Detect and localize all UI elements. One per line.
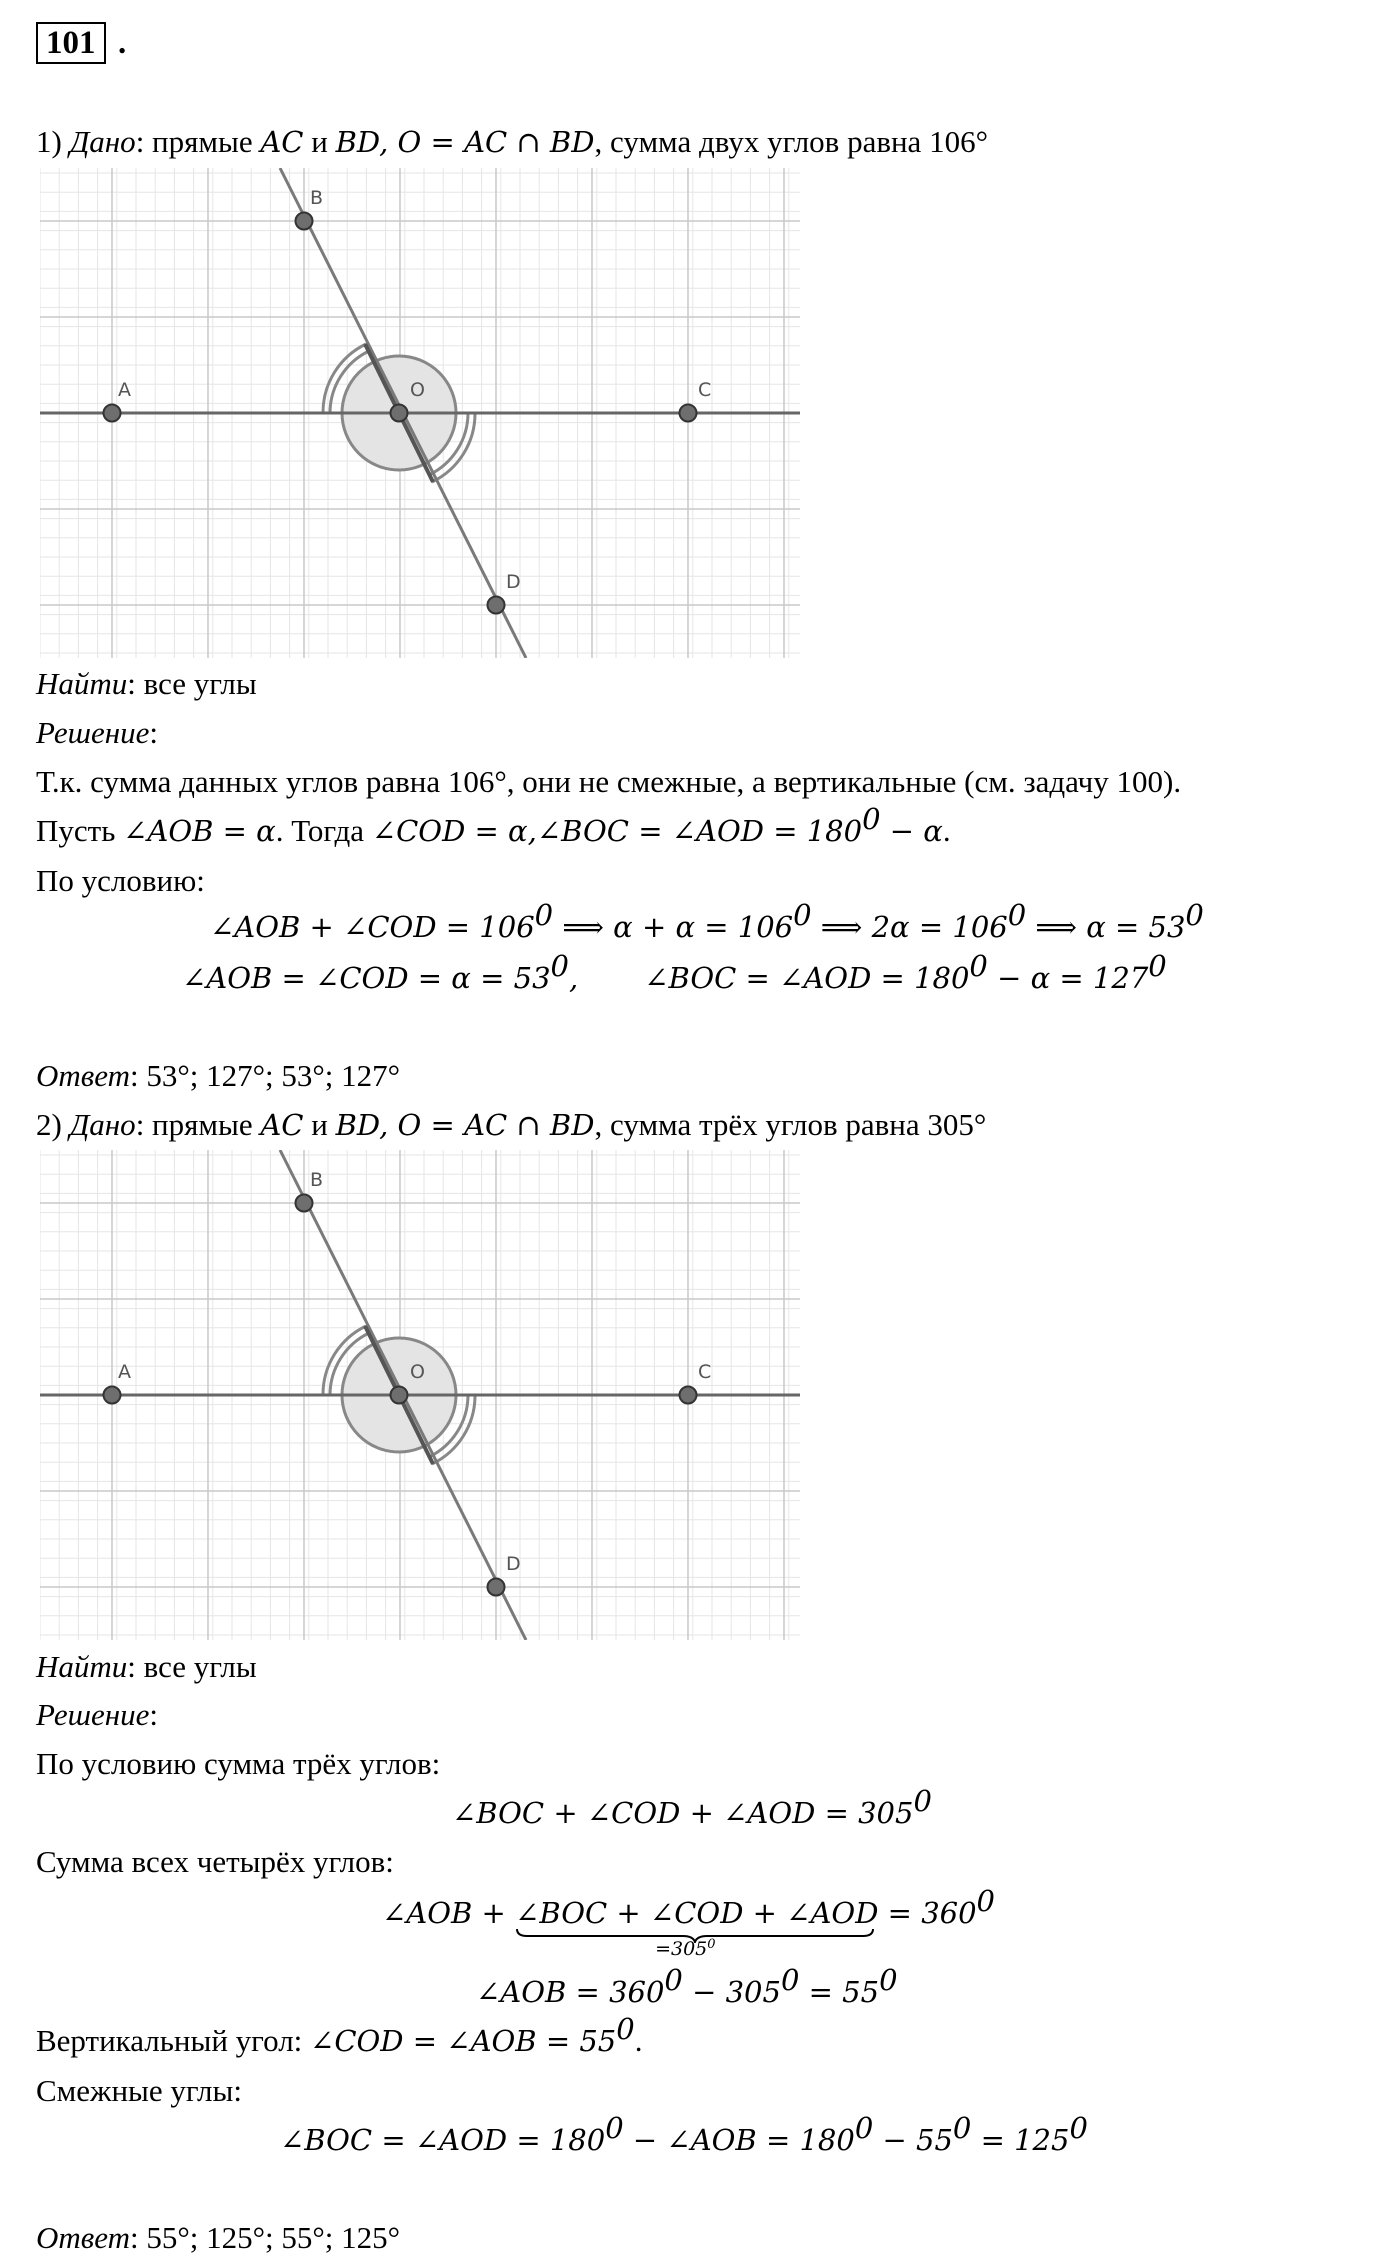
point-o: [391, 1387, 408, 1404]
underbrace-group: ∠BOC + ∠COD + ∠AOD $=305^0$: [515, 1896, 879, 1960]
point-c: [680, 405, 697, 422]
part2-equation1: ∠BOC + ∠COD + ∠AOD = $305^0$: [452, 1784, 932, 1830]
part2-equation2: ∠AOB + ∠BOC + ∠COD + ∠AOD $=305^0$ = $360^0$: [382, 1884, 995, 1960]
figure-1: [40, 168, 800, 658]
part2-sum-all: Сумма всех четырёх углов:: [36, 1844, 394, 1879]
point-c: [680, 1387, 697, 1404]
point-label-d: D: [506, 1553, 521, 1575]
point-label-o: O: [410, 1361, 425, 1383]
part1-equation1: ∠AOB + ∠COD = $106^0$ ⟹ $\alpha + \alpha = 106^0$ ⟹ $2\alpha = 106^0$ ⟹ $\alpha = 53^0$: [210, 898, 1204, 944]
point-a: [104, 405, 121, 422]
part2-find: Найти: все углы: [36, 1649, 257, 1684]
point-label-c: C: [698, 379, 712, 401]
point-o: [391, 405, 408, 422]
part2-given: 2) Дано: прямые AC и BD, O = AC ∩ BD, сумма трёх углов равна 305°: [36, 1107, 987, 1142]
point-label-a: A: [118, 379, 131, 401]
figure-2: [40, 1150, 800, 1640]
part1-given: 1) Дано: прямые AC и BD, O = AC ∩ BD, сумма двух углов равна 106°: [36, 124, 988, 159]
part2-equation4: ∠BOC = ∠AOD = $180^0$ − ∠AOB = $180^0 - 55^0 = 125^0$: [280, 2111, 1088, 2157]
point-label-c: C: [698, 1361, 712, 1383]
part1-find: Найти: все углы: [36, 666, 257, 701]
part1-solution-label: Решение:: [36, 715, 158, 750]
part1-let: Пусть ∠AOB = α. Тогда ∠COD = α,∠BOC = ∠AOD = $180^0 - \alpha$.: [36, 802, 951, 848]
point-d: [488, 597, 505, 614]
part2-adjacent: Смежные углы:: [36, 2073, 242, 2108]
point-b: [296, 1195, 313, 1212]
part2-condition: По условию сумма трёх углов:: [36, 1746, 441, 1781]
part1-answer: Ответ: 53°; 127°; 53°; 127°: [36, 1058, 401, 1093]
part2-answer: Ответ: 55°; 125°; 55°; 125°: [36, 2220, 401, 2255]
point-label-o: O: [410, 379, 425, 401]
point-d: [488, 1579, 505, 1596]
underbrace-label: $=305^0$: [655, 1937, 716, 1960]
part1-equation2: ∠AOB = ∠COD = $\alpha = 53^0$, ∠BOC = ∠AOD = $180^0 - \alpha = 127^0$: [182, 949, 1167, 995]
part1-text1: Т.к. сумма данных углов равна 106°, они не смежные, а вертикальные (см. задачу 100).: [36, 764, 1182, 799]
problem-number: 101: [36, 22, 106, 64]
problem-number-dot: .: [118, 25, 127, 61]
part2-equation3: ∠AOB = $360^0 - 305^0 = 55^0$: [476, 1963, 898, 2009]
point-label-b: B: [310, 1169, 324, 1191]
point-label-b: B: [310, 187, 324, 209]
point-b: [296, 213, 313, 230]
point-a: [104, 1387, 121, 1404]
part1-condition: По условию:: [36, 863, 205, 898]
part2-solution-label: Решение:: [36, 1697, 158, 1732]
point-label-a: A: [118, 1361, 131, 1383]
part2-vertical: Вертикальный угол: ∠COD = ∠AOB = $55^0$.: [36, 2012, 643, 2058]
point-label-d: D: [506, 571, 521, 593]
